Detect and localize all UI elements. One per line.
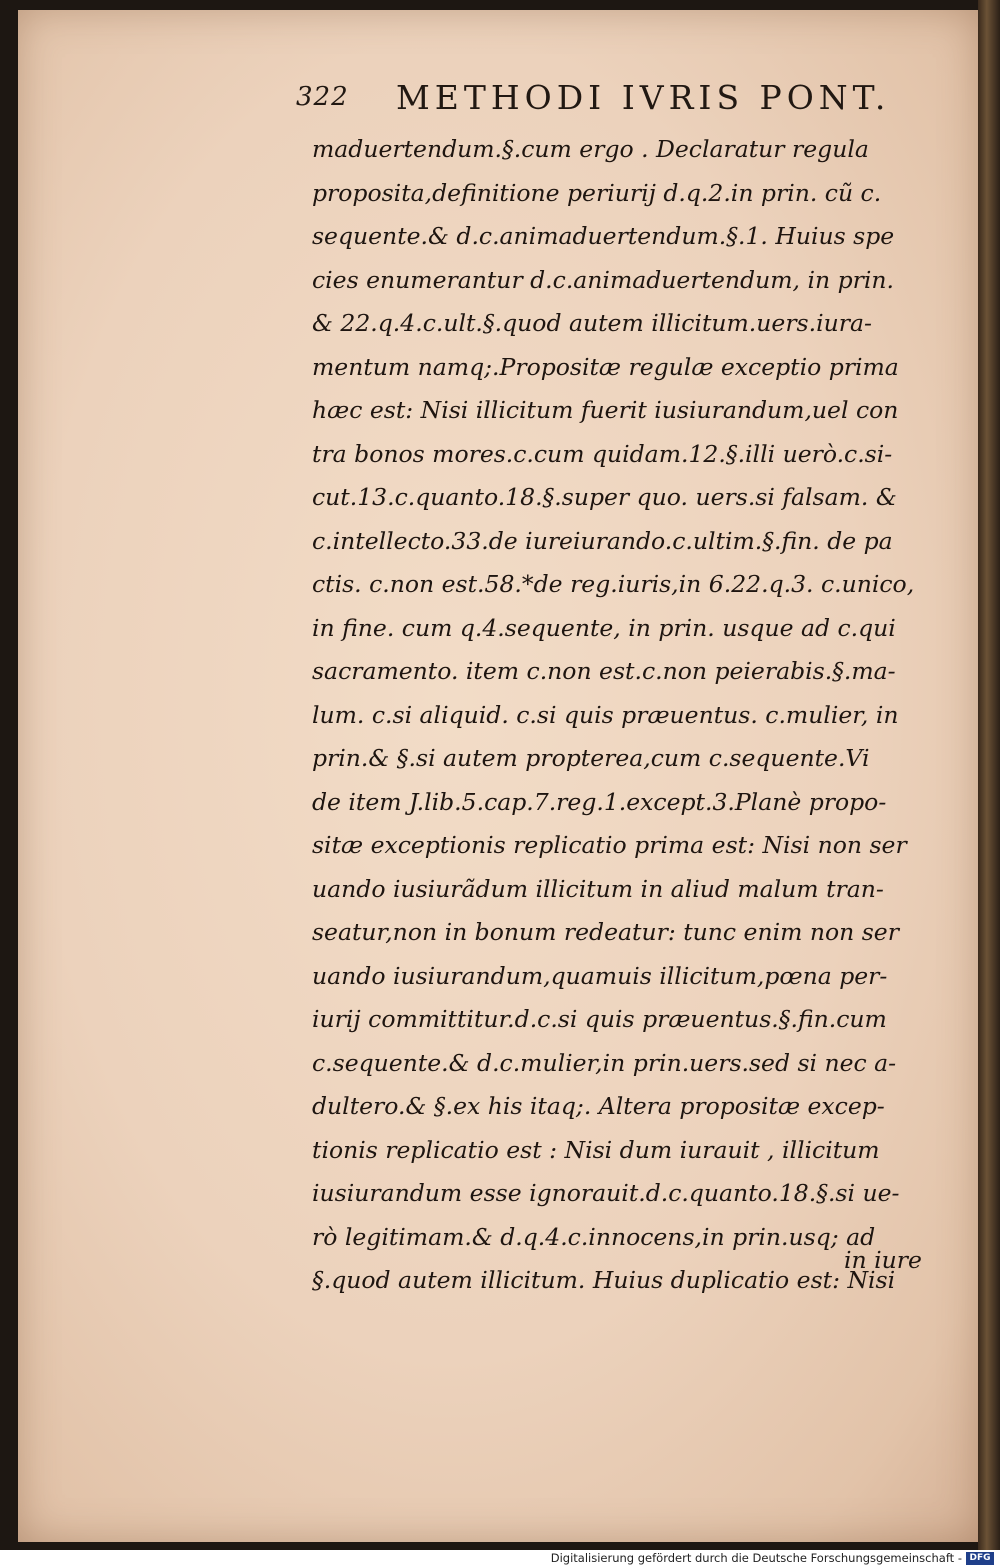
text-line: tra bonos mores.c.cum quidam.12.§.illi uerò.c.si-: [312, 439, 893, 468]
text-line: proposita,definitione periurij d.q.2.in prin. cũ c.: [312, 178, 882, 207]
text-line: §.quod autem illicitum. Huius duplicatio est: Nisi: [312, 1266, 896, 1294]
text-line: rò legitimam.& d.q.4.c.innocens,in prin.usq; ad: [312, 1222, 876, 1251]
text-line: iusiurandum esse ignorauit.d.c.quanto.18.§.si ue-: [312, 1179, 900, 1207]
text-line: sequente.& d.c.animaduertendum.§.1. Huius spe: [312, 222, 895, 250]
text-line: c.intellecto.33.de iureiurando.c.ultim.§.fin. de pa: [312, 526, 893, 555]
page-number: 322: [296, 82, 349, 112]
text-line: cut.13.c.quanto.18.§.super quo. uers.si falsam. &: [312, 483, 897, 511]
text-line: mentum namq;.Propositæ regulæ exceptio prima: [312, 352, 899, 381]
text-line: iurij committitur.d.c.si quis præuentus.§.fin.cum: [312, 1005, 887, 1033]
text-line: lum. c.si aliquid. c.si quis præuentus. c.mulier, in: [312, 700, 899, 729]
text-line: uando iusiurãdum illicitum in aliud malum tran-: [312, 874, 884, 903]
text-line: dultero.& §.ex his itaq;. Altera propositæ excep-: [312, 1092, 885, 1120]
text-line: sitæ exceptionis replicatio prima est: Nisi non ser: [312, 831, 907, 859]
running-head: [296, 74, 896, 124]
text-line: de item J.lib.5.cap.7.reg.1.except.3.Planè propo-: [312, 787, 887, 816]
text-line: sacramento. item c.non est.c.non peierabis.§.ma-: [312, 657, 896, 685]
text-line: hæc est: Nisi illicitum fuerit iusiurandum,uel con: [312, 396, 899, 424]
digitization-footer: [0, 1550, 1000, 1568]
text-line: c.sequente.& d.c.mulier,in prin.uers.sed si nec a-: [312, 1048, 897, 1077]
text-line: in fine. cum q.4.sequente, in prin. usque ad c.qui: [312, 613, 896, 642]
text-line: cies enumerantur d.c.animaduertendum, in prin.: [312, 265, 894, 294]
text-line: seatur,non in bonum redeatur: tunc enim non ser: [312, 918, 899, 946]
text-line: uando iusiurandum,quamuis illicitum,pœna per-: [312, 961, 888, 990]
text-line: prin.& §.si autem propterea,cum c.sequente.Vi: [312, 744, 870, 772]
book-edge: [978, 0, 1000, 1550]
text-line: ctis. c.non est.58.*de reg.iuris,in 6.22.q.3. c.unico,: [312, 570, 915, 598]
text-line: tionis replicatio est : Nisi dum iurauit , illicitum: [312, 1135, 880, 1164]
funding-notice: Digitalisierung gefördert durch die Deutsche Forschungsgemeinschaft -: [550, 1551, 962, 1565]
body-text: [312, 128, 952, 1303]
catchword: in iure: [844, 1246, 922, 1274]
dfg-logo: DFG: [966, 1552, 994, 1565]
running-title: METHODI IVRIS PONT.: [396, 78, 891, 117]
text-line: & 22.q.4.c.ult.§.quod autem illicitum.uers.iura-: [312, 309, 872, 337]
text-line: maduertendum.§.cum ergo . Declaratur regula: [312, 135, 869, 163]
